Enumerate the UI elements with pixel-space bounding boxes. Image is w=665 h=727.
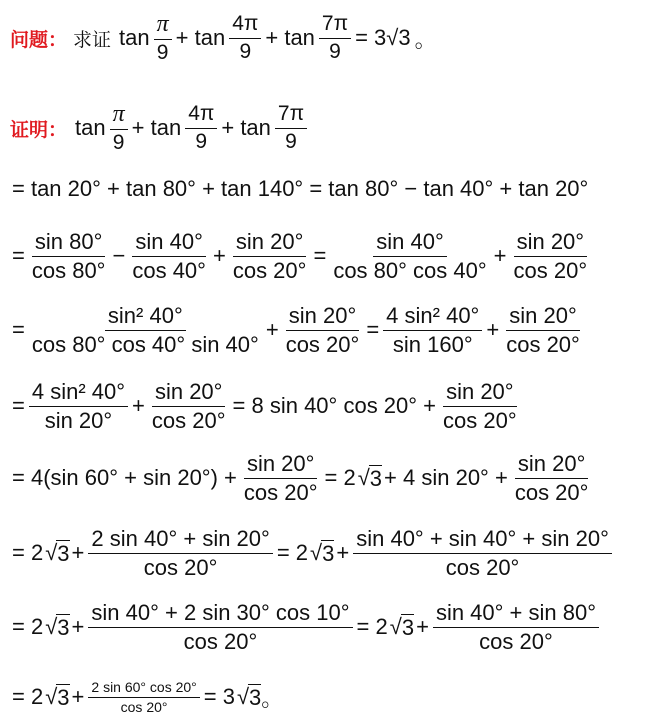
- numerator: sin 20°: [515, 452, 589, 478]
- numerator: sin 40°: [132, 230, 206, 256]
- numerator: 7π: [275, 103, 307, 128]
- fraction: [283, 304, 363, 355]
- radicand: 3: [401, 614, 415, 640]
- radicand: 3: [369, 465, 383, 491]
- fraction: [511, 230, 591, 281]
- operator: +: [493, 243, 507, 268]
- denominator: cos 20°: [120, 698, 168, 715]
- fraction: [330, 230, 489, 281]
- operator: +: [71, 684, 85, 709]
- denominator: 9: [112, 131, 125, 155]
- operator: +: [486, 317, 500, 342]
- fraction: [185, 103, 217, 152]
- equals-sign: =: [366, 317, 380, 342]
- denominator: sin 20°: [44, 407, 113, 433]
- numerator: π: [110, 102, 128, 130]
- denominator: sin 160°: [392, 331, 473, 357]
- operator: +: [265, 317, 279, 342]
- numerator: sin 40°: [373, 230, 447, 256]
- equation-text: + 4 sin 20° +: [384, 465, 508, 490]
- sqrt-sign: √: [236, 684, 250, 709]
- equation-text: = 2: [12, 540, 44, 565]
- fraction: [230, 230, 310, 281]
- numerator: sin 20°: [514, 230, 588, 256]
- denominator: 9: [329, 39, 341, 63]
- denominator: cos 20°: [285, 331, 360, 357]
- operator: +: [416, 614, 429, 639]
- numerator: 4π: [229, 13, 261, 38]
- sqrt-sign: √: [45, 614, 58, 639]
- equation-text: = 2: [324, 465, 356, 490]
- numerator: sin 20°: [244, 452, 318, 478]
- proof-line-3: [10, 300, 585, 360]
- numerator: sin 20°: [443, 380, 517, 406]
- denominator: cos 80° cos 40°: [333, 257, 487, 283]
- expr-term: + tan: [265, 25, 315, 50]
- final-period: 。: [261, 685, 284, 711]
- denominator: cos 20°: [506, 331, 580, 357]
- denominator: cos 20°: [514, 479, 589, 505]
- numerator: 2 sin 60° cos 20°: [88, 680, 199, 698]
- proof-line-4: [10, 376, 522, 436]
- numerator: sin 80°: [32, 230, 106, 256]
- fraction: [433, 601, 599, 652]
- equation-text: = 2: [12, 614, 44, 639]
- denominator: cos 20°: [513, 257, 588, 283]
- denominator: cos 20°: [183, 628, 258, 654]
- radicand: 3: [57, 540, 70, 566]
- numerator: 4 sin² 40°: [29, 380, 128, 406]
- numerator: sin 40° + sin 80°: [433, 601, 599, 627]
- fraction: [440, 380, 520, 431]
- proof-line-8: [10, 667, 283, 727]
- radicand: 3: [322, 540, 335, 566]
- proof-line-1: [10, 164, 590, 214]
- numerator: 7π: [319, 13, 351, 38]
- sqrt-sign: √: [45, 684, 58, 709]
- numerator: π: [154, 12, 172, 40]
- fraction: [275, 103, 307, 152]
- fraction: [88, 527, 272, 578]
- numerator: sin 20°: [152, 380, 226, 406]
- fraction: [29, 380, 128, 431]
- problem-intro: 求证: [73, 28, 112, 51]
- fraction: [88, 601, 352, 652]
- equation-text: = 3: [203, 684, 235, 709]
- fraction: [229, 13, 261, 62]
- denominator: cos 40°: [132, 257, 206, 283]
- denominator: cos 20°: [143, 554, 218, 580]
- sqrt-sign: √: [357, 465, 370, 490]
- numerator: 2 sin 40° + sin 20°: [88, 527, 272, 553]
- equation-text: = tan 20° + tan 80° + tan 140° = tan 80° − tan 40° + tan 20°: [12, 176, 589, 201]
- radicand: 3: [57, 614, 70, 640]
- denominator: 9: [239, 39, 252, 63]
- fraction: [154, 12, 172, 64]
- fraction: [512, 452, 592, 503]
- expr-term: + tan: [221, 115, 271, 140]
- equals-sign: =: [12, 317, 25, 342]
- operator: +: [336, 540, 350, 565]
- problem-statement: [10, 8, 439, 68]
- denominator: cos 20°: [445, 554, 520, 580]
- fraction: [129, 230, 209, 281]
- expr-result: = 3√3: [355, 25, 411, 50]
- equation-text: = 4(sin 60° + sin 20°) +: [12, 465, 237, 490]
- fraction: [88, 680, 199, 714]
- equation-text: = 2: [12, 684, 44, 709]
- equals-sign: =: [313, 243, 327, 268]
- proof-line-7: [10, 597, 601, 657]
- denominator: 9: [156, 41, 169, 65]
- proof-line-5: [10, 448, 593, 508]
- numerator: sin 20°: [506, 304, 580, 330]
- numerator: sin 40° + sin 40° + sin 20°: [353, 527, 612, 553]
- radicand: 3: [249, 684, 262, 710]
- equation-text: = 8 sin 40° cos 20° +: [232, 393, 437, 418]
- sqrt-sign: √: [45, 540, 58, 565]
- denominator: cos 20°: [479, 628, 553, 654]
- operator: −: [112, 243, 126, 268]
- operator: +: [71, 540, 85, 565]
- radicand: 3: [57, 684, 70, 710]
- equation-text: = 2: [356, 614, 388, 639]
- numerator: sin 20°: [286, 304, 360, 330]
- fraction: [29, 304, 262, 355]
- expr-term: tan: [119, 25, 150, 50]
- numerator: sin² 40°: [105, 304, 186, 330]
- denominator: cos 20°: [151, 407, 226, 433]
- operator: +: [212, 243, 226, 268]
- expr-term: + tan: [131, 115, 182, 140]
- proof-header: [10, 98, 309, 158]
- fraction: [383, 304, 482, 355]
- expr-term: + tan: [175, 25, 226, 50]
- fraction: [353, 527, 612, 578]
- proof-line-2: [10, 226, 592, 286]
- numerator: 4π: [185, 103, 217, 128]
- operator: +: [71, 614, 85, 639]
- fraction: [149, 380, 229, 431]
- problem-label: 问题：: [10, 28, 68, 51]
- numerator: sin 20°: [233, 230, 307, 256]
- denominator: cos 80°: [31, 257, 106, 283]
- fraction: [241, 452, 321, 503]
- equals-sign: =: [12, 243, 25, 268]
- equation-text: = 2: [276, 540, 309, 565]
- denominator: cos 80° cos 40° sin 40°: [31, 331, 259, 357]
- fraction: [29, 230, 109, 281]
- numerator: sin 40° + 2 sin 30° cos 10°: [88, 601, 352, 627]
- denominator: cos 20°: [232, 257, 307, 283]
- equals-sign: =: [12, 393, 25, 418]
- sqrt-sign: √: [310, 540, 323, 565]
- fraction: [319, 13, 351, 62]
- operator: +: [132, 393, 145, 418]
- numerator: 4 sin² 40°: [383, 304, 482, 330]
- fraction: [110, 102, 128, 154]
- fraction: [503, 304, 583, 355]
- denominator: cos 20°: [443, 407, 517, 433]
- proof-label: 证明：: [10, 118, 68, 141]
- proof-line-6: [10, 523, 614, 583]
- sqrt-sign: √: [389, 614, 402, 639]
- expr-term: tan: [75, 115, 106, 140]
- denominator: 9: [285, 129, 297, 153]
- denominator: cos 20°: [243, 479, 318, 505]
- denominator: 9: [195, 129, 208, 153]
- expr-period: 。: [414, 26, 437, 52]
